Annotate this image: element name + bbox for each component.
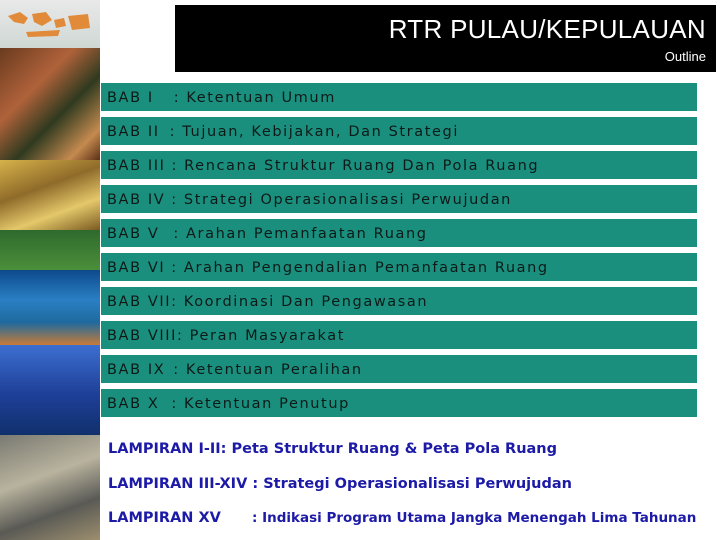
bab-title: : Ketentuan Peralihan [173,362,363,378]
bab-number: BAB IV [107,192,166,208]
lampiran-3-text: : Indikasi Program Utama Jangka Menengah Lima Tahunan [252,510,697,526]
bab-number: BAB V [107,226,160,242]
lampiran-2: LAMPIRAN III-XIV : Strategi Operasionalisasi Perwujudan [108,476,572,492]
outline-item-bab-3 [101,151,697,181]
page-subtitle: Outline [664,49,706,64]
corn-photo [0,160,100,230]
bab-title: : Arahan Pemanfaatan Ruang [173,226,428,242]
page-title: RTR PULAU/KEPULAUAN [388,14,706,44]
bab-number: BAB I [107,90,154,106]
outline-item-bab-4 [101,185,697,215]
bab-number: BAB VI [107,260,166,276]
outline-item-bab-1 [101,83,697,113]
offshore-platform-photo [0,345,100,435]
outline-item-bab-2 [101,117,697,147]
outline-item-bab-5 [101,219,697,249]
bab-title: : Ketentuan Penutup [171,396,350,412]
lampiran-1: LAMPIRAN I-II: Peta Struktur Ruang & Peta Pola Ruang [108,441,558,457]
outline-item-bab-9 [101,355,697,385]
bab-number: BAB II [107,124,160,140]
plantation-photo [0,230,100,270]
outline-item-bab-10 [101,389,697,419]
photo-strip [0,0,100,540]
outline-item-bab-8 [101,321,697,351]
bab-title: : Koordinasi Dan Pengawasan [171,294,429,310]
coral-reef-photo [0,270,100,345]
bab-title: : Tujuan, Kebijakan, Dan Strategi [169,124,459,140]
map-image [0,0,100,48]
bab-title: : Rencana Struktur Ruang Dan Pola Ruang [171,158,540,174]
archipelago-map-icon [6,6,92,42]
bab-title: : Ketentuan Umum [173,90,336,106]
outline-item-bab-7 [101,287,697,317]
mining-photo [0,435,100,540]
lampiran-3-label: LAMPIRAN XV [108,510,221,526]
bab-number: BAB VIII [107,328,177,344]
bab-title: : Strategi Operasionalisasi Perwujudan [171,192,512,208]
market-photo [0,48,100,160]
outline-item-bab-6 [101,253,697,283]
bab-number: BAB VII [107,294,172,310]
title-banner [175,5,716,72]
bab-title: : Peran Masyarakat [176,328,346,344]
bab-number: BAB X [107,396,160,412]
bab-number: BAB IX [107,362,166,378]
bab-number: BAB III [107,158,166,174]
bab-title: : Arahan Pengendalian Pemanfaatan Ruang [171,260,549,276]
